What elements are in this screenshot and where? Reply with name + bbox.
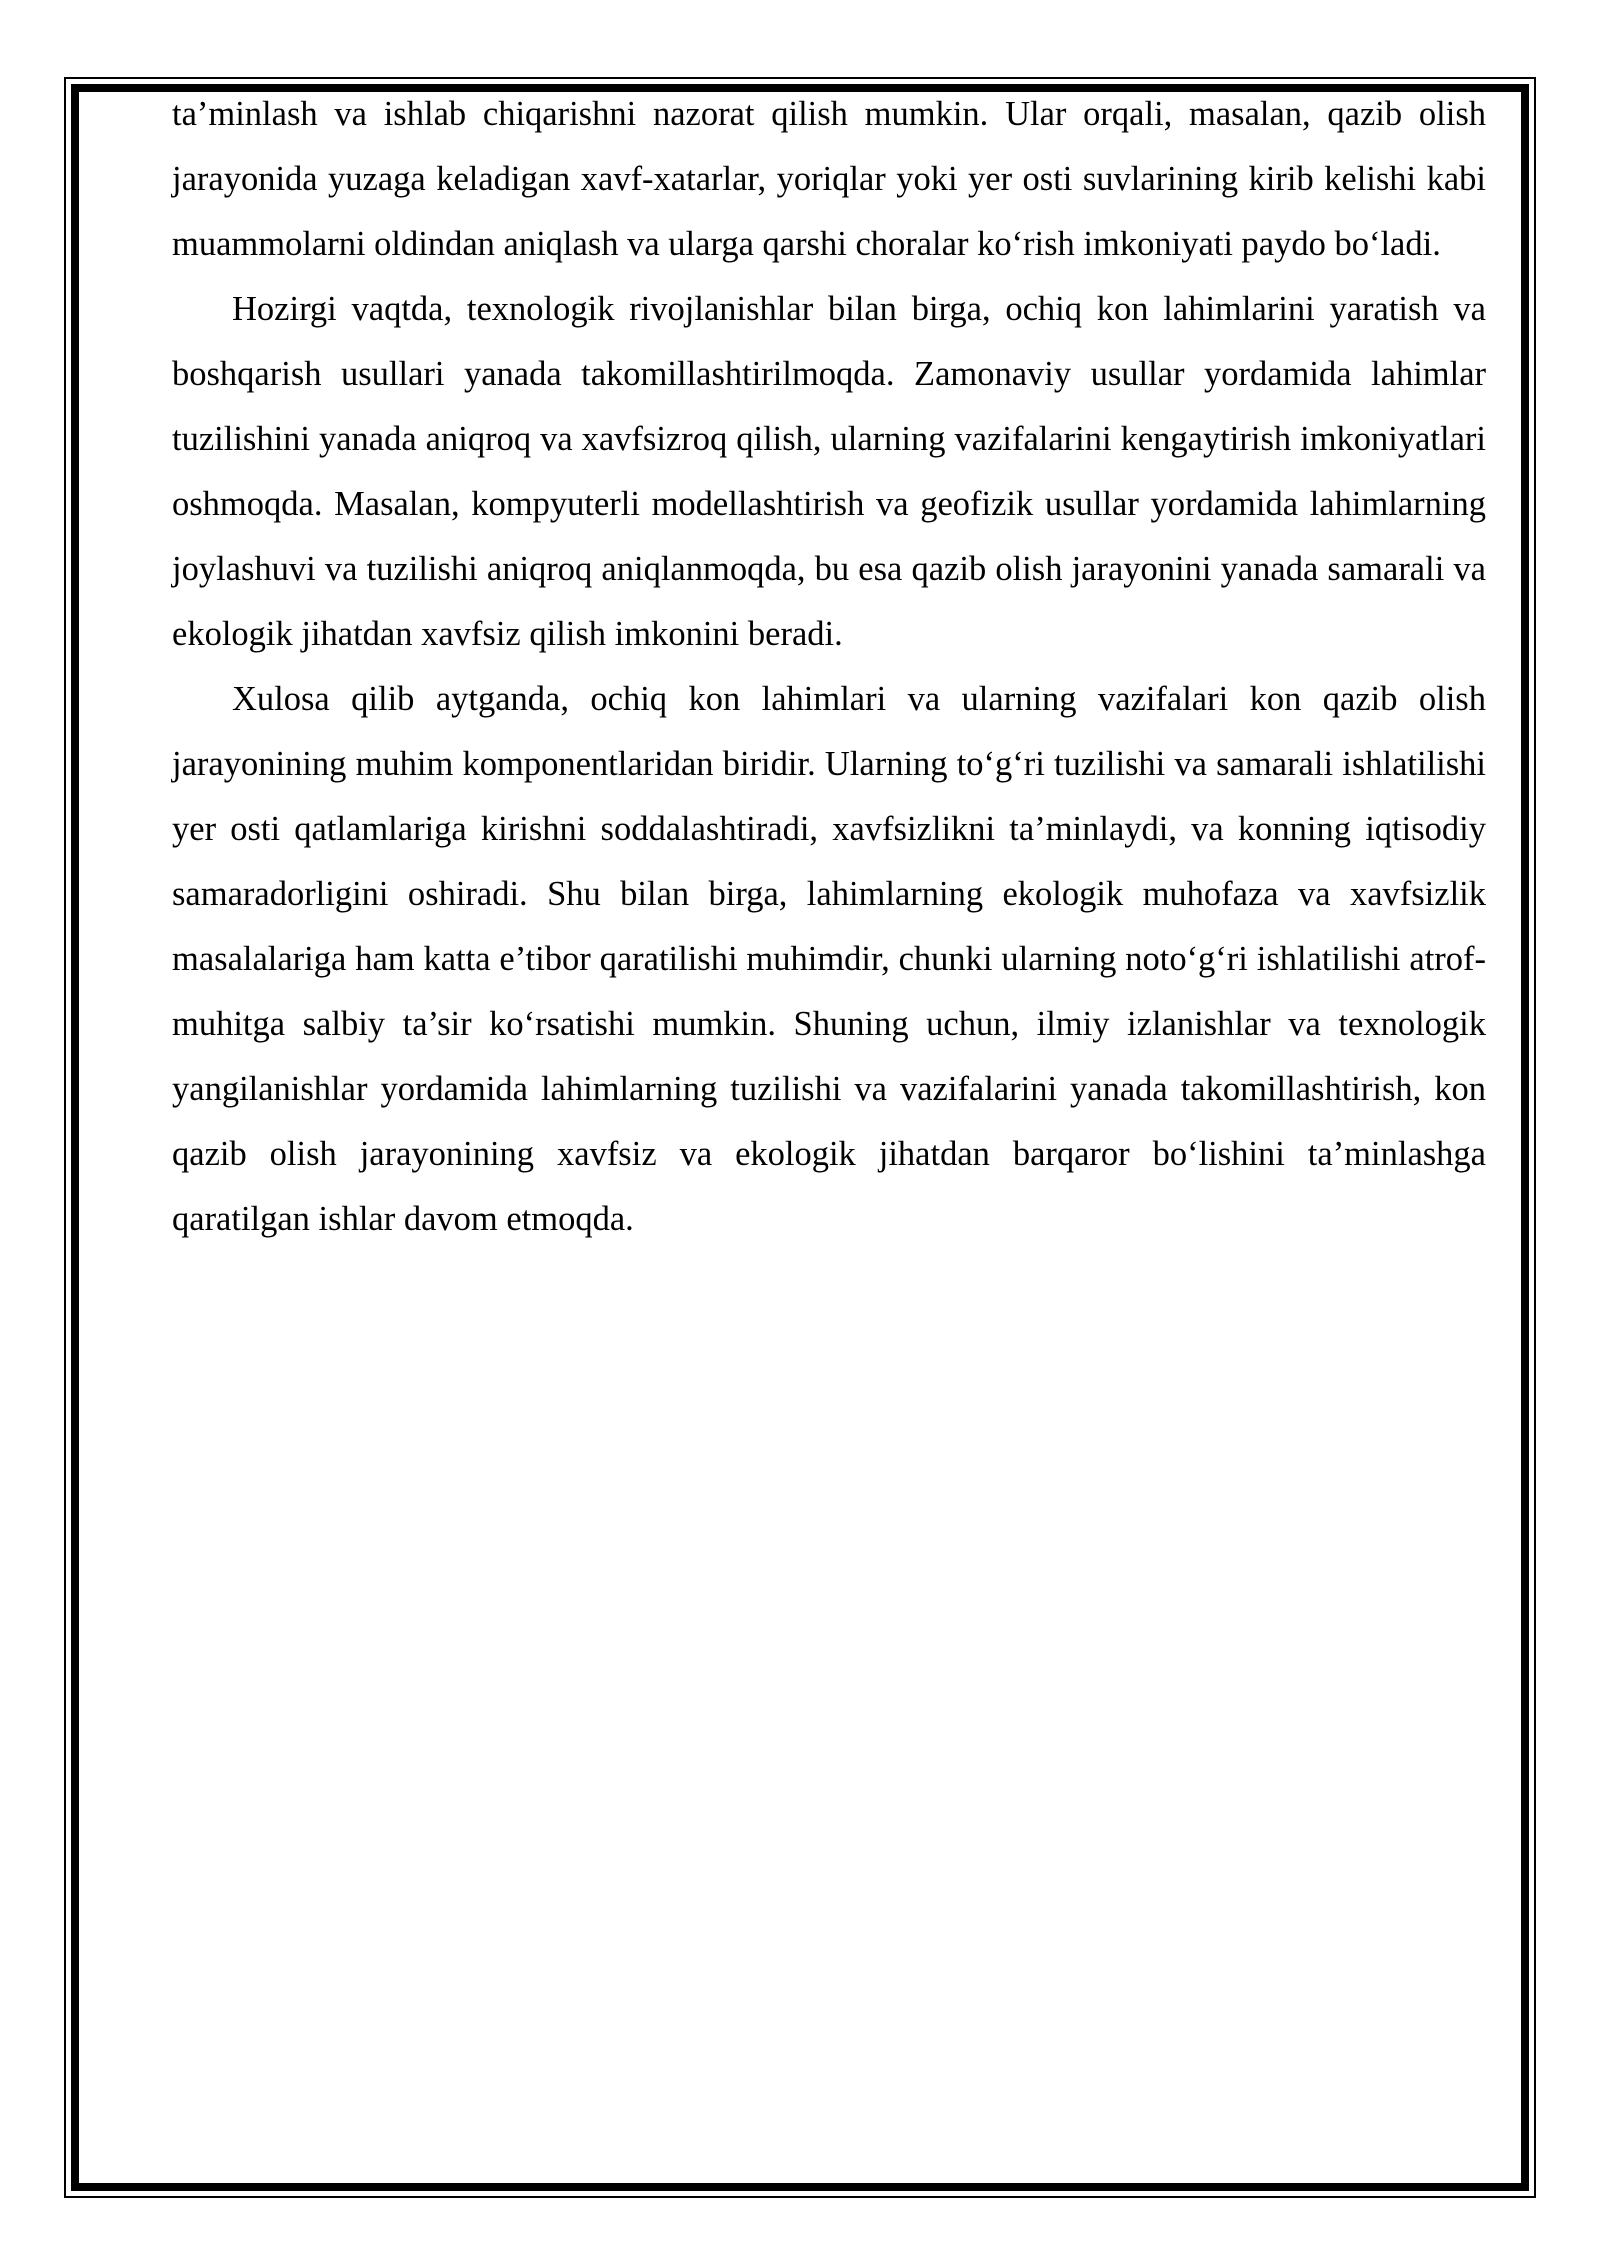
paragraph-2: Hozirgi vaqtda, texnologik rivojlanishlar bilan birga, ochiq kon lahimlarini yaratish va boshqarish usullari yanada takomillashtirilmoqda. Zamonaviy usullar yordamida lahimlar tuzilishini yanada aniqroq va xavfsizroq qilish, ularning vazifalarini kengaytirish imkoniyatlari oshmoqda. Masalan, kompyuterli modellashtirish va geofizik usullar yordamida lahimlarning joylashuvi va tuzilishi aniqroq aniqlanmoqda, bu esa qazib olish jarayonini yanada samarali va ekologik jihatdan xavfsiz qilish imkonini beradi. [172, 290, 1486, 653]
paragraph-3: Xulosa qilib aytganda, ochiq kon lahimlari va ularning vazifalari kon qazib olish jarayonining muhim komponentlaridan biridir. Ularning toʻgʻri tuzilishi va samarali ishlatilishi yer osti qatlamlariga kirishni soddalashtiradi, xavfsizlikni ta’minlaydi, va konning iqtisodiy samaradorligini oshiradi. Shu bilan birga, lahimlarning ekologik muhofaza va xavfsizlik masalalariga ham katta e’tibor qaratilishi muhimdir, chunki ularning notoʻgʻri ishlatilishi atrof-muhitga salbiy ta’sir koʻrsatishi mumkin. Shuning uchun, ilmiy izlanishlar va texnologik yangilanishlar yordamida lahimlarning tuzilishi va vazifalarini yanada takomillashtirish, kon qazib olish jarayonining xavfsiz va ekologik jihatdan barqaror boʻlishini ta’minlashga qaratilgan ishlar davom etmoqda. [172, 680, 1486, 1238]
paragraph-1: ta’minlash va ishlab chiqarishni nazorat qilish mumkin. Ular orqali, masalan, qazib olish jarayonida yuzaga keladigan xavf-xatarlar, yoriqlar yoki yer osti suvlarining kirib kelishi kabi muammolarni oldindan aniqlash va ularga qarshi choralar koʻrish imkoniyati paydo boʻladi. [172, 95, 1486, 263]
page-content [172, 82, 1486, 1252]
